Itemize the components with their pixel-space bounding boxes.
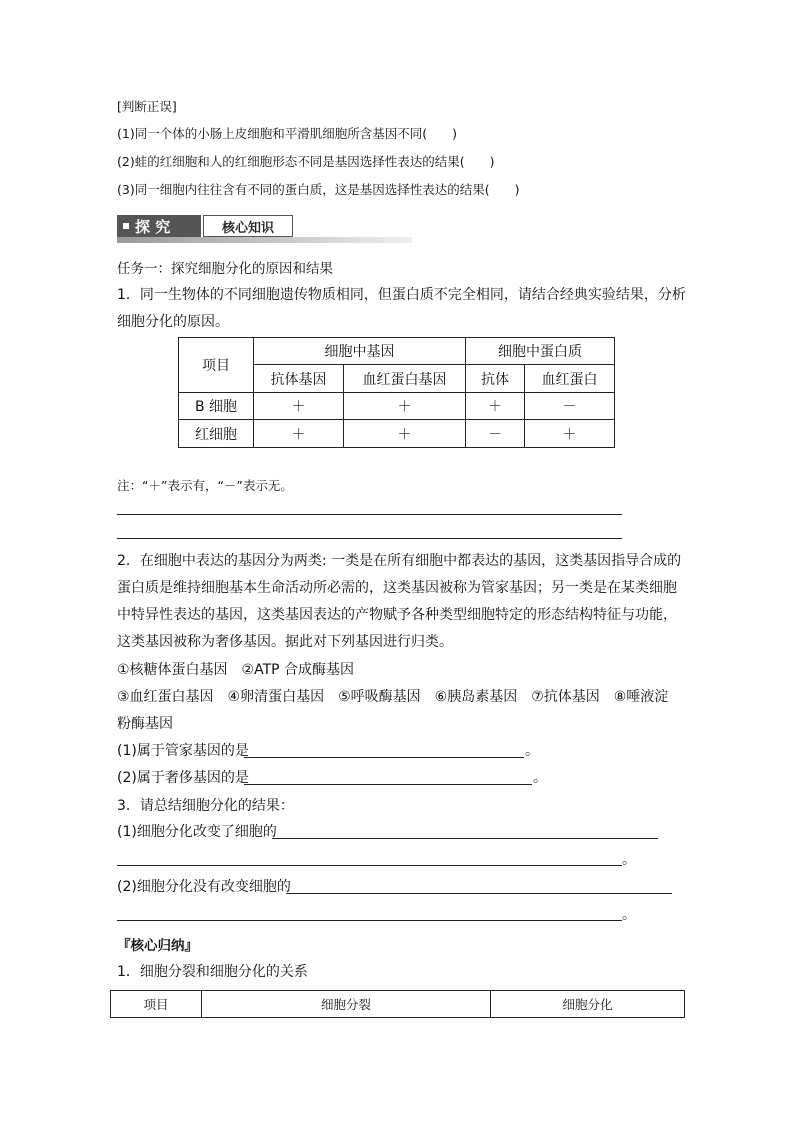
q3-a-answer-line[interactable] [272, 838, 658, 839]
period: 。 [533, 770, 547, 786]
table-row [179, 420, 615, 448]
table-cell: ＋ [344, 420, 466, 448]
table-subheader: 血红蛋白基因 [344, 365, 466, 393]
section-banner [117, 215, 201, 237]
q2-b-answer-line[interactable] [244, 784, 532, 785]
q2-a-answer-line[interactable] [244, 757, 524, 758]
q2-a-label: (1)属于管家基因的是 [117, 743, 249, 759]
judge-item-3: (3)同一细胞内往往含有不同的蛋白质，这是基因选择性表达的结果( ) [117, 182, 520, 197]
table-header: 细胞分裂 [202, 991, 491, 1018]
period: 。 [622, 907, 636, 923]
summary-heading: 『核心归纳』 [117, 938, 198, 954]
q2-line3: 中特异性表达的基因，这类基因表达的产物赋予各种类型细胞特定的形态结构特征与功能， [117, 607, 677, 623]
summary-item-1: 1．细胞分裂和细胞分化的关系 [117, 964, 308, 980]
table-header-protein: 细胞中蛋白质 [466, 338, 615, 365]
q2-line1: 2．在细胞中表达的基因分为两类: 一类是在所有细胞中都表达的基因，这类基因指导合成的 [117, 553, 682, 569]
table-cell: 红细胞 [179, 420, 254, 448]
q3-b-answer-line[interactable] [286, 893, 672, 894]
banner-right-label: 核心知识 [203, 215, 293, 237]
table-cell: － [525, 393, 615, 420]
genes-line2: ③血红蛋白基因 ④卵清蛋白基因 ⑤呼吸酶基因 ⑥胰岛素基因 ⑦抗体基因 ⑧唾液淀 [117, 689, 669, 705]
square-icon [123, 223, 129, 229]
table-subheader: 抗体基因 [254, 365, 344, 393]
table-header-gene: 细胞中基因 [254, 338, 466, 365]
judge-item-1: (1)同一个体的小肠上皮细胞和平滑肌细胞所含基因不同( ) [117, 126, 457, 141]
q2-b-label: (2)属于奢侈基因的是 [117, 770, 249, 786]
answer-line[interactable] [117, 514, 622, 515]
banner-underline [117, 237, 412, 243]
table-header-item: 项目 [179, 338, 254, 393]
judge-item-2: (2)蛙的红细胞和人的红细胞形态不同是基因选择性表达的结果( ) [117, 154, 495, 169]
genes-line1: ①核糖体蛋白基因 ②ATP 合成酶基因 [117, 662, 355, 678]
q3-b-label: (2)细胞分化没有改变细胞的 [117, 879, 291, 895]
q1-line1: 1．同一生物体的不同细胞遗传物质相同，但蛋白质不完全相同，请结合经典实验结果，分析 [117, 287, 686, 303]
q1-line2: 细胞分化的原因。 [117, 314, 229, 330]
judge-heading: [判断正误] [117, 99, 177, 114]
table-subheader: 血红蛋白 [525, 365, 615, 393]
q3-b-answer-line-2[interactable] [117, 920, 622, 921]
table-note: 注：“＋”表示有，“－”表示无。 [117, 478, 293, 493]
genes-line3: 粉酶基因 [117, 716, 173, 732]
table-cell: ＋ [254, 393, 344, 420]
answer-line[interactable] [117, 538, 622, 539]
table-cell: B 细胞 [179, 393, 254, 420]
q3-a-answer-line-2[interactable] [117, 865, 622, 866]
banner-left-label: 探 究 [135, 217, 171, 236]
table-cell: － [466, 420, 525, 448]
task1-title: 任务一：探究细胞分化的原因和结果 [117, 261, 333, 277]
table-header: 细胞分化 [491, 991, 685, 1018]
table-cell: ＋ [525, 420, 615, 448]
table-cell: ＋ [466, 393, 525, 420]
table-row [179, 393, 615, 420]
table-cell: ＋ [344, 393, 466, 420]
q2-line4: 这类基因被称为奢侈基因。据此对下列基因进行归类。 [117, 634, 453, 650]
table-header: 项目 [111, 991, 202, 1018]
division-differentiation-table [110, 990, 685, 1018]
period: 。 [525, 743, 539, 759]
table-cell: ＋ [254, 420, 344, 448]
q2-line2: 蛋白质是维持细胞基本生命活动所必需的，这类基因被称为管家基因；另一类是在某类细胞 [117, 580, 677, 596]
table-subheader: 抗体 [466, 365, 525, 393]
q3-a-label: (1)细胞分化改变了细胞的 [117, 824, 277, 840]
gene-protein-table [178, 337, 615, 448]
period: 。 [622, 852, 636, 868]
q3-title: 3．请总结细胞分化的结果： [117, 798, 294, 814]
